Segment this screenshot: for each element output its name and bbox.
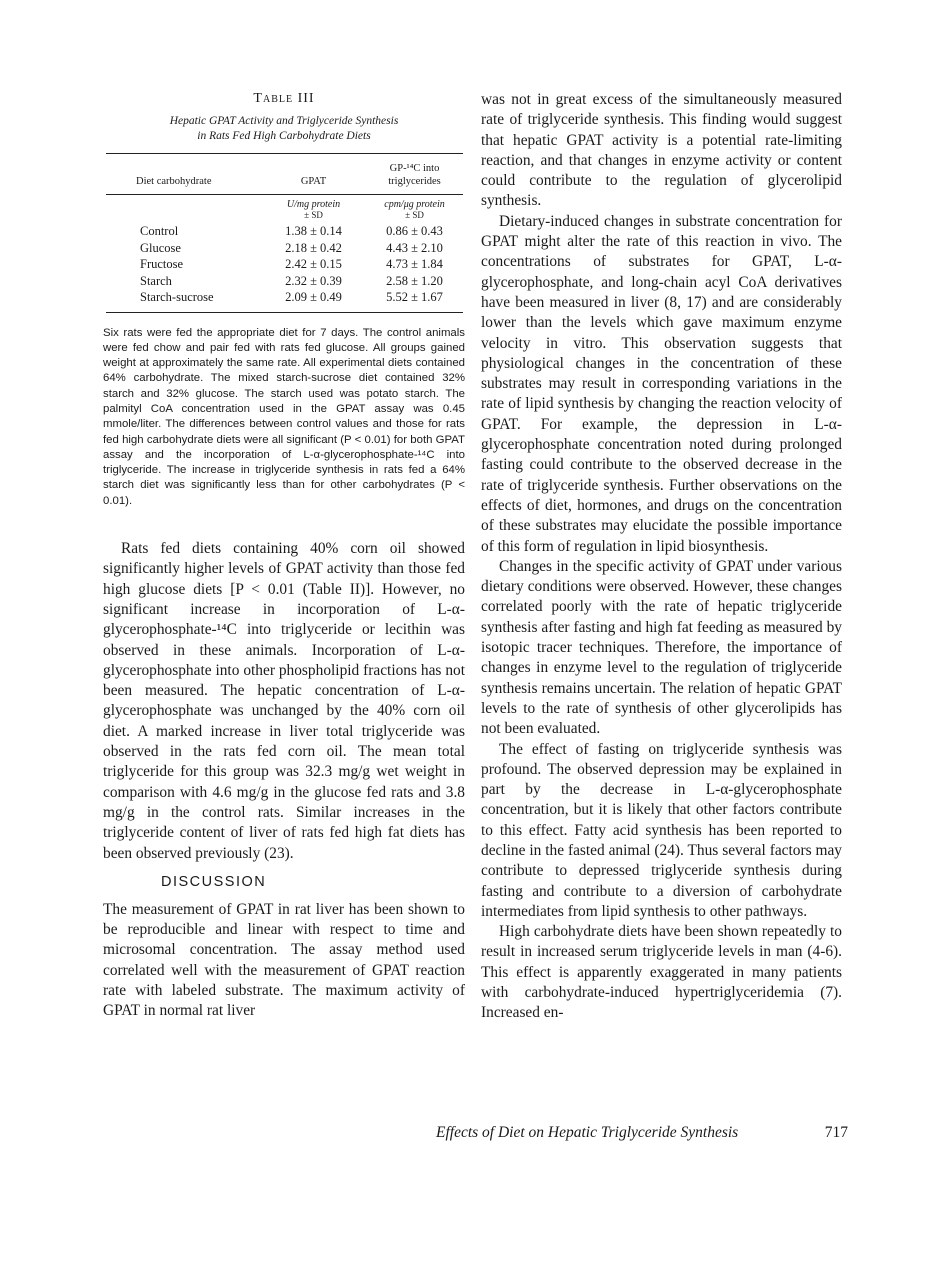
header-gp-line-1: GP-¹⁴C into xyxy=(389,163,440,174)
running-title: Effects of Diet on Hepatic Triglyceride Synthesis xyxy=(436,1124,739,1141)
page-footer xyxy=(436,1123,848,1143)
table-caption-line-1: Hepatic GPAT Activity and Triglyceride Synthesis xyxy=(169,115,399,127)
header-gp-into-triglycerides xyxy=(366,154,463,195)
cell-gpat: 2.18 ± 0.42 xyxy=(285,240,342,255)
cell-gpat: 2.32 ± 0.39 xyxy=(285,273,342,288)
cell-gpat: 2.09 ± 0.49 xyxy=(261,289,366,312)
cell-gpat: 2.42 ± 0.15 xyxy=(285,257,342,271)
table-row xyxy=(106,289,463,312)
table-units-row xyxy=(106,195,463,224)
paragraph: Dietary-induced changes in substrate concentration for GPAT might alter the rate of this reaction in vivo. The concentrations of substrates for GPAT, L-α-glycerophosphate, and long-chain acyl CoA derivatives have been measured in liver (8, 17) and are considerably lower than the levels which gave maximum enzyme velocity in vitro. This observation suggests that physiological changes in the concentration of these substrates may result in corresponding variations in the rate of lipid synthesis by changing the reaction velocity of GPAT. For example, the depression in L-α-glycerophosphate concentration noted during prolonged fasting could contribute to the observed decrease in the rate of triglyceride synthesis. Further observations on the effects of diet, hormones, and drugs on the concentration of these substrates may elucidate the possible importance of this form of regulation in lipid biosynthesis. xyxy=(481,212,842,555)
table-title: Table III xyxy=(253,91,315,106)
right-column xyxy=(481,90,842,1024)
units-gp-sd: ± SD xyxy=(405,210,424,220)
cell-gp: 4.73 ± 1.84 xyxy=(386,257,443,271)
spacer xyxy=(103,509,465,539)
cell-gpat: 1.38 ± 0.14 xyxy=(285,224,342,238)
table-row xyxy=(106,223,463,240)
units-gpat xyxy=(261,195,366,224)
table-caption xyxy=(103,114,465,144)
paragraph: High carbohydrate diets have been shown repeatedly to result in increased serum triglyceride levels in man (4-6). This effect is apparently exaggerated in many patients with carbohydrate-induced hypertriglyceridemia (7). Increased en- xyxy=(481,923,842,1022)
table-row xyxy=(106,273,463,290)
cell-diet: Control xyxy=(140,224,179,238)
cell-gp: 0.86 ± 0.43 xyxy=(386,224,443,238)
header-gpat: GPAT xyxy=(261,154,366,195)
table-row xyxy=(106,240,463,257)
header-diet: Diet carbohydrate xyxy=(106,154,261,195)
units-gpat-label: U/mg protein xyxy=(286,199,341,210)
cell-diet: Starch-sucrose xyxy=(106,289,261,312)
units-gp xyxy=(366,195,463,224)
table-footnote: Six rats were fed the appropriate diet for 7 days. The control animals were fed chow and pair fed with rats fed glucose. All groups gained weight at approximately the same rate. All experimental diets contained 64% carbohydrate. The mixed starch-sucrose diet contained 32% starch and 32% glucose. The starch used was potato starch. The palmityl CoA concentration used in the GPAT assay was 0.45 mmole/liter. The differences between control values and those for rats fed high carbohydrate diets were all significant (P < 0.01) for both GPAT assay and the incorporation of L-α-glycerophosphate-¹⁴C into triglyceride. The increase in triglyceride synthesis in rats fed a 64% starch diet was significantly less than for other carbohydrates (P < 0.01). xyxy=(103,326,465,507)
cell-gp: 5.52 ± 1.67 xyxy=(366,289,463,312)
units-gp-label: cpm/μg protein xyxy=(384,199,445,210)
section-heading-discussion: DISCUSSION xyxy=(161,873,267,890)
cell-diet: Fructose xyxy=(140,257,184,271)
table-caption-line-2: in Rats Fed High Carbohydrate Diets xyxy=(197,130,371,142)
cell-diet: Glucose xyxy=(140,240,181,255)
left-column xyxy=(103,90,465,1022)
paragraph: The effect of fasting on triglyceride synthesis was profound. The observed depression may be explained in part by the decrease in L-α-glycerophosphate concentration, but it is likely that other factors contribute to this effect. Fatty acid synthesis has been reported to decline in the fasted animal (24). Thus several factors may contribute to depressed triglyceride synthesis during fasting and contribute to a diversion of carbohydrate intermediates from lipid synthesis to other pathways. xyxy=(481,740,842,920)
paragraph: Changes in the specific activity of GPAT under various dietary conditions were observed. However, these changes correlated poorly with the rate of hepatic triglyceride synthesis after fasting and high fat feeding as measured by isotopic tracer techniques. Therefore, the importance of changes in enzyme level to the regulation of triglyceride synthesis remains uncertain. The relation of hepatic GPAT levels to the rate of synthesis of other glycerolipids has not been evaluated. xyxy=(481,557,842,738)
table-row xyxy=(106,256,463,273)
table-header-row xyxy=(106,154,463,195)
cell-gp: 4.43 ± 2.10 xyxy=(386,240,443,255)
paragraph: was not in great excess of the simultaneously measured rate of triglyceride synthesis. This finding would suggest that hepatic GPAT activity is a potential rate-limiting reaction, and that changes in enzyme activity or content could contribute to the regulation of glycerolipid synthesis. xyxy=(481,91,842,210)
page-number: 717 xyxy=(824,1124,848,1141)
data-table xyxy=(106,153,463,313)
paragraph: The measurement of GPAT in rat liver has been shown to be reproducible and linear with respect to time and microsomal concentration. The assay method used correlated well with the measurement of GPAT reaction rate with labeled substrate. The maximum activity of GPAT in normal rat liver xyxy=(103,900,465,1020)
header-gp-line-2: triglycerides xyxy=(388,176,441,187)
cell-diet: Starch xyxy=(140,273,172,288)
units-empty-cell xyxy=(106,195,261,224)
cell-gp: 2.58 ± 1.20 xyxy=(386,273,443,288)
paragraph: Rats fed diets containing 40% corn oil showed significantly higher levels of GPAT activity than those fed high glucose diets [P < 0.01 (Table II)]. However, no significant increase in incorporation of L-α-glycerophosphate-¹⁴C into triglyceride or lecithin was observed in these animals. Incorporation of L-α-glycerophosphate into other phospholipid fractions has not been measured. The hepatic concentration of L-α-glycerophosphate was unchanged by the 40% corn oil diet. A marked increase in liver total triglyceride was observed in the rats fed corn oil. The mean total triglyceride for this group was 32.3 mg/g wet weight in comparison with 4.6 mg/g in the glucose fed rats and 3.8 mg/g in the control rats. Similar increases in the triglyceride content of liver of rats fed high fat diets has been observed previously (23). xyxy=(103,540,465,862)
units-gpat-sd: ± SD xyxy=(304,210,323,220)
